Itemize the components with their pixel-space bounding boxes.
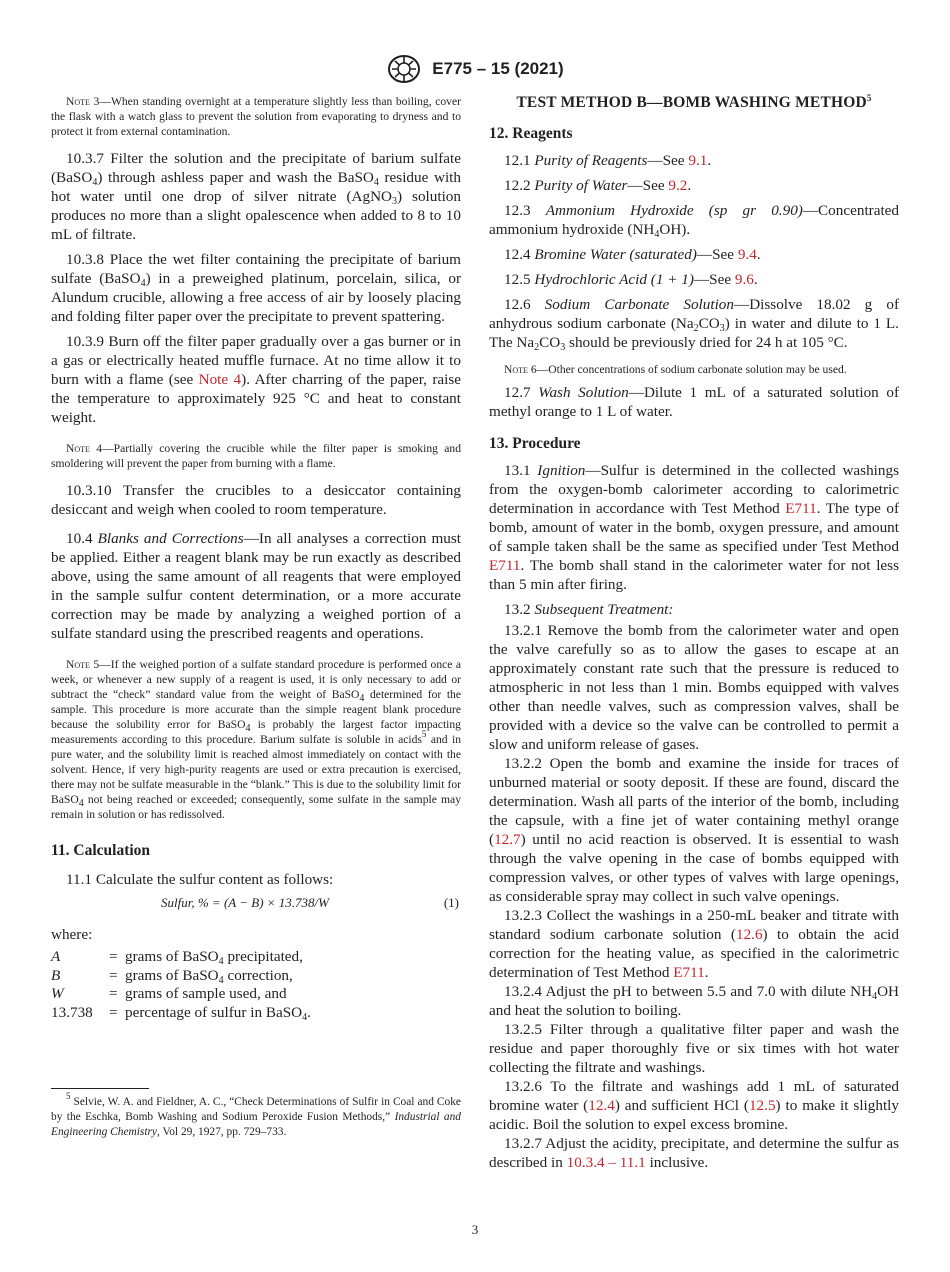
variable-symbol: W — [51, 985, 64, 1002]
ref-9-2-link[interactable]: 9.2 — [668, 177, 688, 194]
ref-12-4-link[interactable]: 12.4 — [588, 1097, 615, 1114]
left-column — [51, 94, 461, 1140]
ref-12-7-link[interactable]: 12.7 — [494, 831, 521, 848]
note-5: Note 5—If the weighed portion of a sulfate standard procedure is performed once a week, or whenever a new supply of a reagent is used, it is only necessary to add or subtract the “check” standard value from the weight of BaSO$_4$ determined for the sample. This procedure is more accurate than the simple reagent blank procedure because the solubility error for BaSO$_4$ is probably the largest factor impacting measurements according to this procedure. Barium sulfate is soluble in acids$^5$ and in pure water, and the solubility limit is reached almost immediately on contact with the solvent. Hence, if very high-purity reagents are used or extra precaution is exercised, there may not be sulfate measurable in the “blank.” This is due to the solubility limit for BaSO$_4$ not being reached or exceeded; consequently, some sulfate in the sample may remain in solution or has redissolved. — [51, 658, 461, 821]
reagent-12-3: 12.3 Ammonium Hydroxide (sp gr 0.90)—Concentrated ammonium hydroxide $(NH_4OH)$. — [489, 202, 900, 240]
variable-definition: percentage of sulfur in BaSO$_4$. — [125, 1003, 311, 1023]
ref-12-5-link[interactable]: 12.5 — [748, 1097, 776, 1114]
note-6: Note 6—Other concentrations of sodium carbonate solution may be used. — [504, 363, 847, 376]
paragraph-13-2-5: 13.2.5 Filter through a qualitative filter paper and wash the residue and paper thoroughly five or six times with hot water collecting the filtrate and washings. — [489, 1021, 899, 1076]
reagent-12-4: 12.4 Bromine Water (saturated)—See 9.4. — [504, 246, 761, 263]
document-number: E775 – 15 (2021) — [432, 59, 564, 78]
note-4-link[interactable]: Note 4 — [198, 371, 242, 388]
variable-definition: grams of BaSO$_4$ correction, — [125, 966, 293, 986]
reagent-12-7: 12.7 Wash Solution—Dilute 1 mL of a saturated solution of methyl orange to 1 L of water. — [489, 384, 900, 420]
where-label: where: — [51, 926, 93, 943]
astm-logo-icon — [386, 54, 422, 84]
equation-expression: Sulfur, % = (A − B) × 13.738/W — [161, 895, 329, 910]
section-11-heading: 11. Calculation — [51, 842, 151, 859]
page-number: 3 — [471, 1222, 479, 1237]
paragraph-13-2-7: 13.2.7 Adjust the acidity, precipitate, and determine the sulfur as described in 10.3.4 – 11.1 inclusive. — [489, 1135, 899, 1171]
ref-e711-link[interactable]: E711 — [489, 557, 521, 574]
reagent-12-1: 12.1 Purity of Reagents—See 9.1. — [504, 152, 712, 169]
variable-symbol: B — [51, 966, 61, 984]
reagent-12-5: 12.5 Hydrochloric Acid (1 + 1)—See 9.6. — [504, 271, 758, 288]
variable-symbol: A — [51, 948, 61, 965]
note-label: Note 3 — [66, 95, 100, 108]
variable-row: A = grams of BaSO$_4$ precipitated, — [51, 948, 303, 967]
ref-9-6-link[interactable]: 9.6 — [734, 271, 754, 288]
variable-symbol: 13.738 — [51, 1003, 93, 1021]
ref-10-3-4-link[interactable]: 10.3.4 – 11.1 — [566, 1154, 646, 1171]
variable-row: W = grams of sample used, and — [51, 985, 287, 1002]
reagent-12-2: 12.2 Purity of Water—See 9.2. — [504, 177, 692, 194]
note-3: Note 3—When standing overnight at a temperature slightly less than boiling, cover the flask with a watch glass to prevent the solution from evaporating to dryness and to protect it from external contamination. — [51, 95, 461, 138]
variable-definition: grams of sample used, and — [125, 985, 287, 1002]
ref-e711-link[interactable]: E711 — [785, 500, 817, 517]
method-title: TEST METHOD B—BOMB WASHING METHOD$^5$ — [516, 93, 872, 111]
paragraph-10-3-9: 10.3.9 Burn off the filter paper gradually over a gas burner or in a gas or electrically heated muffle furnace. At no time allow it to burn with a flame (see Note 4). After charring of the paper, raise the temperature to approximately 925 °C and heat to constant weight. — [51, 333, 462, 426]
variable-definition: grams of BaSO$_4$ precipitated, — [125, 948, 303, 967]
equation-number: (1) — [443, 895, 459, 910]
paragraph-10-3-10: 10.3.10 Transfer the crucibles to a desiccator containing desiccant and weigh when cooled to room temperature. — [51, 482, 461, 518]
variable-definitions — [51, 948, 461, 1022]
paragraph-13-2-6: 13.2.6 To the filtrate and washings add 1 mL of saturated bromine water (12.4) and sufficient HCl (12.5) to make it slightly acidic. Boil the solution to expel excess bromine. — [489, 1078, 899, 1133]
ref-e711-link[interactable]: E711 — [673, 964, 705, 981]
paragraph-10-3-7: 10.3.7 Filter the solution and the precipitate of barium sulfate (BaSO$_4$) through ashless paper and wash the BaSO$_4$ residue with hot water until one drop of silver nitrate (AgNO$_3$) solution produces no more than a slight opalescence when added to 8 to 10 mL of filtrate. — [51, 150, 462, 243]
paragraph-13-1: 13.1 Ignition—Sulfur is determined in the collected washings from the oxygen-bomb calorimeter according to calorimetric determination in accordance with Test Method E711. The type of bomb, amount of water in the bomb, oxygen pressure, and amount of sample taken shall be the same as specified under Test Method E711. The bomb shall stand in the calorimeter water for not less than 5 min after firing. — [489, 462, 900, 593]
paragraph-10-3-8: 10.3.8 Place the wet filter containing the precipitate of barium sulfate (BaSO$_4$) in a preweighed platinum, porcelain, silica, or Alundum crucible, allowing a free access of air by loosely placing and folding filter paper over the precipitate to prevent spattering. — [51, 251, 461, 325]
equation-1 — [51, 893, 461, 915]
variable-row: B = grams of BaSO$_4$ correction, — [51, 966, 293, 986]
ref-9-1-link[interactable]: 9.1 — [688, 152, 708, 169]
footnote-rule — [51, 1088, 149, 1089]
reagent-12-6: 12.6 Sodium Carbonate Solution—Dissolve 18.02 g of anhydrous sodium carbonate $(Na_2CO_3)$ in water and dilute to 1 L. The $Na_2CO_3$ should be previously dried for 24 h at 105 °C. — [489, 296, 900, 353]
paragraph-13-2: 13.2 Subsequent Treatment: — [504, 601, 674, 618]
note-4: Note 4—Partially covering the crucible while the filter paper is smoking and smoldering will prevent the paper from burning with a flame. — [51, 442, 461, 470]
paragraph-10-4: 10.4 Blanks and Corrections—In all analyses a correction must be applied. Either a reagent blank may be run exactly as described above, using the same amount of all reagents that were employed in the sample sulfur content determination, or a more accurate correction may be made by analyzing a weighed portion of a sulfate standard using the prescribed reagents and operations. — [51, 530, 461, 642]
section-12-heading: 12. Reagents — [489, 125, 573, 142]
section-13-heading: 13. Procedure — [489, 435, 581, 452]
ref-9-4-link[interactable]: 9.4 — [737, 246, 757, 263]
right-column — [489, 94, 899, 1172]
footnote-5: $^5$ Selvie, W. A. and Fieldner, A. C., “Check Determinations of Sulfir in Coal and Coke by the Eschka, Bomb Washing and Sodium Peroxide Fusion Methods,” Industrial and Engineering Chemistry, Vol 29, 1927, pp. 729–733. — [51, 1091, 461, 1138]
ref-12-6-link[interactable]: 12.6 — [735, 926, 763, 943]
paragraph-11-1: 11.1 Calculate the sulfur content as follows: — [66, 871, 334, 888]
paragraph-13-2-4: 13.2.4 Adjust the pH to between 5.5 and 7.0 with dilute $NH_4OH$ and heat the solution to boiling. — [489, 983, 899, 1019]
paragraph-13-2-2: 13.2.2 Open the bomb and examine the inside for traces of unburned material or sooty deposit. If these are found, discard the determination. Wash all parts of the interior of the bomb, including the capsule, with a fine jet of water containing methyl orange (12.7) until no acid reaction is observed. It is essential to wash through the valve opening in the case of bombs equipped with compression valves, or other types of valves with large openings, as considerable spray may collect in such valve openings. — [489, 755, 899, 905]
variable-row: 13.738 = percentage of sulfur in BaSO$_4$. — [51, 1003, 311, 1023]
paragraph-13-2-1: 13.2.1 Remove the bomb from the calorimeter water and open the valve carefully so as to allow the gases to escape at an approximately constant rate such that the pressure is reduced to atmospheric in not less than 1 min. Bombs equipped with valves other than needle valves, such as compression valves, shall be provided with a device so the valve can be controlled to permit a slow and uniform release of gases. — [489, 622, 899, 753]
paragraph-13-2-3: 13.2.3 Collect the washings in a 250-mL beaker and titrate with standard sodium carbonate solution (12.6) to obtain the acid correction for the heating value, as specified in the calorimetric determination of Test Method E711. — [489, 907, 900, 981]
page-header — [0, 54, 950, 84]
